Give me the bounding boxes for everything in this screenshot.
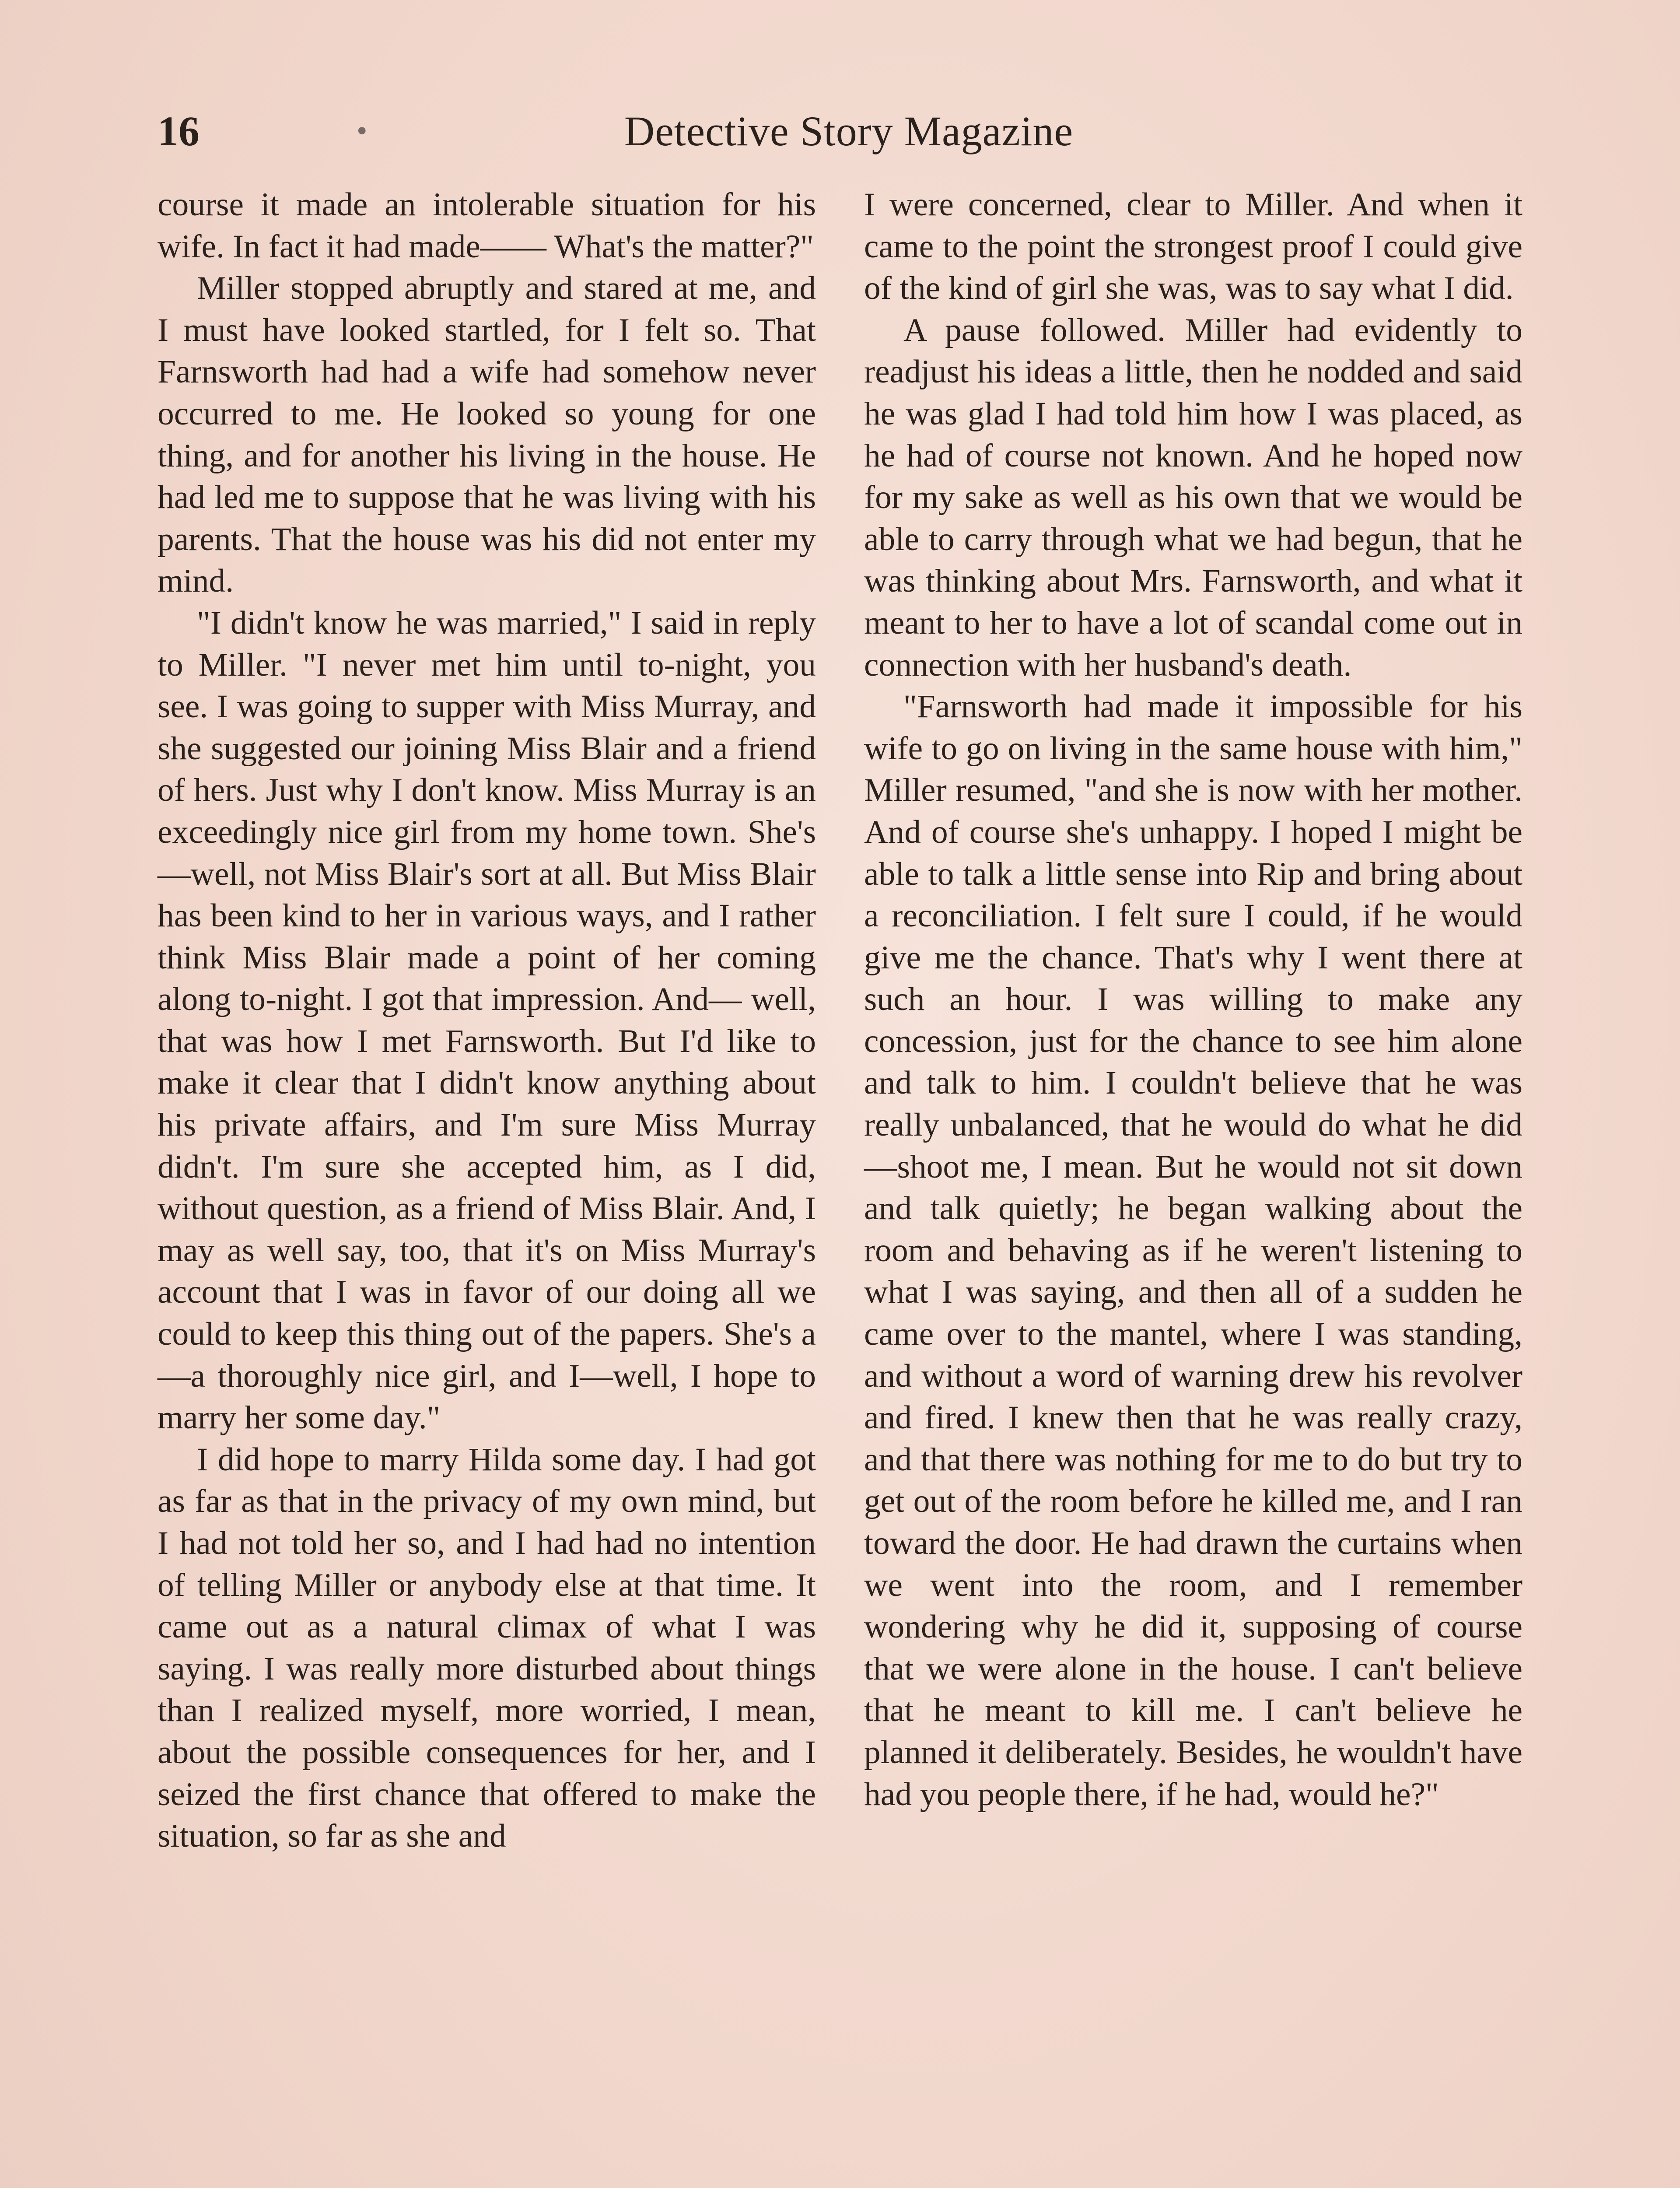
paragraph: "Farnsworth had made it impossible for his wife to go on living in the same house with him," Miller resumed, "and she is now with her mother. And of course she's unhappy. I hoped I might be able to talk a little sense into Rip and bring about a reconciliation. I felt sure I could, if he would give me the chance. That's why I went there at such an hour. I was willing to make any concession, just for the chance to see him alone and talk to him. I couldn't believe that he was really unbalanced, that he would do what he did —shoot me, I mean. But he would not sit down and talk quietly; he began walking about the room and behaving as if he weren't listening to what I was saying, and then all of a sudden he came over to the mantel, where I was standing, and without a word of warning drew his revolver and fired. I knew then that he was really crazy, and that there was nothing for me to do but try to get out of the room before he killed me, and I ran toward the door. He had drawn the curtains when we went into the room, and I remember wondering why he did it, supposing of course that we were alone in the house. I can't believe that he meant to kill me. I can't believe he planned it deliberately. Besides, he wouldn't have had you people there, if he had, would he?" [864, 688, 1522, 1813]
paragraph: Miller stopped abruptly and stared at me, and I must have looked startled, for I felt so. That Farnsworth had had a wife had somehow never occurred to me. He looked so young for one thing, and for another his living in the house. He had led me to suppose that he was living with his parents. That the house was his did not enter my mind. [158, 270, 816, 600]
paragraph: "I didn't know he was married," I said in reply to Miller. "I never met him until to-night, you see. I was going to supper with Miss Murray, and she suggested our joining Miss Blair and a friend of hers. Just why I don't know. Miss Murray is an exceedingly nice girl from my home town. She's —well, not Miss Blair's sort at all. But Miss Blair has been kind to her in various ways, and I rather think Miss Blair made a point of her coming along to-night. I got that impression. And— well, that was how I met Farnsworth. But I'd like to make it clear that I didn't know anything about his private affairs, and I'm sure Miss Murray didn't. I'm sure she accepted him, as I did, without question, as a friend of Miss Blair. And, I may as well say, too, that it's on Miss Murray's account that I was in favor of our doing all we could to keep this thing out of the papers. She's a—a thoroughly nice girl, and I—well, I hope to marry her some day." [158, 604, 816, 1436]
page-header [158, 98, 1540, 164]
paragraph: I did hope to marry Hilda some day. I had got as far as that in the privacy of my own mind, but I had not told her so, and I had had no intention of telling Miller or anybody else at that time. It came out as a natural climax of what I was saying. I was really more disturbed about things than I realized myself, more worried, I mean, about the possible consequences for her, and I seized the first chance that offered to make the situation, so far as she and [158, 1441, 816, 1855]
paragraph: course it made an intolerable situation for his wife. In fact it had made—— What's the matter?" [158, 186, 816, 265]
left-column [158, 184, 816, 1857]
running-title: Detective Story Magazine [624, 108, 1074, 154]
page-number: 16 [158, 108, 200, 154]
paragraph: I were concerned, clear to Miller. And when it came to the point the strongest proof I could give of the kind of girl she was, was to say what I did. [864, 186, 1522, 307]
header-dot-ornament: • [357, 114, 368, 148]
paragraph: A pause followed. Miller had evidently to readjust his ideas a little, then he nodded and said he was glad I had told him how I was placed, as he had of course not known. And he hoped now for my sake as well as his own that we would be able to carry through what we had begun, that he was thinking about Mrs. Farnsworth, and what it meant to her to have a lot of scandal come out in connection with her husband's death. [864, 312, 1522, 683]
right-column [864, 184, 1522, 1815]
